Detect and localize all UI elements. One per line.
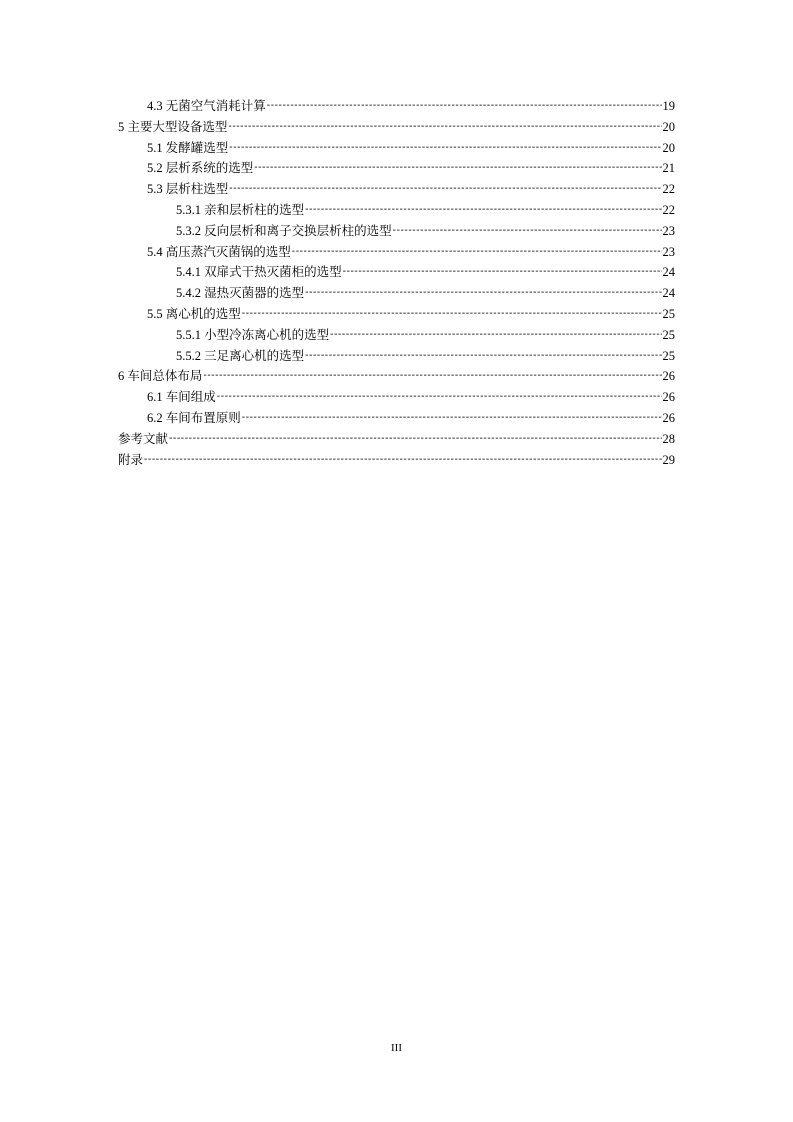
toc-entry-page: 28 <box>662 431 675 446</box>
toc-entry-page: 21 <box>662 161 675 176</box>
toc-entry-title: 5 主要大型设备选型 <box>118 119 228 134</box>
toc-entry-title: 5.5.1 小型冷冻离心机的选型 <box>176 327 330 342</box>
toc-entry-page: 22 <box>662 182 675 197</box>
toc-entry-title: 6.2 车间布置原则 <box>147 410 241 425</box>
toc-entry-page: 25 <box>662 306 675 321</box>
toc-entry-title: 附录 <box>118 452 144 467</box>
toc-entry-page: 25 <box>662 348 675 363</box>
toc-entry-page: 26 <box>662 410 675 425</box>
toc-entry[interactable] <box>118 325 675 346</box>
toc-leader-dashes <box>305 200 661 221</box>
toc-entry[interactable] <box>118 138 675 159</box>
toc-leader-dashes <box>229 179 661 200</box>
toc-leader-dashes <box>305 346 661 367</box>
toc-entry[interactable] <box>118 408 675 429</box>
toc-entry[interactable] <box>118 283 675 304</box>
toc-entry[interactable] <box>118 158 675 179</box>
page-number: III <box>391 1042 402 1054</box>
toc-leader-dashes <box>343 262 662 283</box>
toc-entry-page: 19 <box>662 99 675 113</box>
toc-leader-dashes <box>229 138 661 159</box>
toc-entry[interactable] <box>118 200 675 221</box>
toc-entry-title: 5.5 离心机的选型 <box>147 306 241 321</box>
toc-entry-page: 20 <box>662 119 675 134</box>
toc-entry-page: 23 <box>662 244 675 259</box>
toc-entry[interactable] <box>118 262 675 283</box>
toc-leader-dashes <box>203 366 661 387</box>
toc-entry-title: 5.3.1 亲和层析柱的选型 <box>176 202 305 217</box>
toc-entry-title: 5.1 发酵罐选型 <box>147 140 229 155</box>
toc-entry-page: 23 <box>662 223 675 238</box>
toc-entry-title: 6 车间总体布局 <box>118 369 203 384</box>
toc-entry-title: 参考文献 <box>118 431 169 446</box>
toc-leader-dashes <box>144 450 661 471</box>
toc-entry-page: 26 <box>662 369 675 384</box>
toc-entry[interactable] <box>118 179 675 200</box>
toc-entry[interactable] <box>118 387 675 408</box>
toc-entry[interactable] <box>118 117 675 138</box>
table-of-contents <box>118 96 675 470</box>
toc-entry[interactable] <box>118 346 675 367</box>
toc-entry[interactable] <box>118 304 675 325</box>
toc-leader-dashes <box>254 158 661 179</box>
toc-entry-title: 5.5.2 三足离心机的选型 <box>176 348 305 363</box>
toc-entry-page: 20 <box>662 140 675 155</box>
toc-entry-page: 25 <box>662 327 675 342</box>
toc-entry-title: 4.3 无菌空气消耗计算 <box>147 99 266 113</box>
toc-leader-dashes <box>267 96 662 117</box>
toc-entry[interactable] <box>118 221 675 242</box>
toc-leader-dashes <box>292 242 662 263</box>
toc-entry-title: 5.4 高压蒸汽灭菌锅的选型 <box>147 244 291 259</box>
toc-leader-dashes <box>393 221 662 242</box>
toc-entry-page: 22 <box>662 202 675 217</box>
toc-entry[interactable] <box>118 366 675 387</box>
toc-leader-dashes <box>330 325 661 346</box>
toc-entry-title: 6.1 车间组成 <box>147 390 216 405</box>
toc-leader-dashes <box>242 304 662 325</box>
toc-entry-title: 5.3.2 反向层析和离子交换层析柱的选型 <box>176 223 392 238</box>
toc-entry-title: 5.4.2 湿热灭菌器的选型 <box>176 286 305 301</box>
toc-entry-page: 24 <box>662 265 675 280</box>
toc-leader-dashes <box>242 408 662 429</box>
toc-entry[interactable] <box>118 96 675 117</box>
toc-leader-dashes <box>228 117 661 138</box>
toc-entry[interactable] <box>118 242 675 263</box>
toc-entry-title: 5.4.1 双扉式干热灭菌柜的选型 <box>176 265 342 280</box>
toc-entry-page: 24 <box>662 286 675 301</box>
toc-leader-dashes <box>169 429 661 450</box>
toc-entry-title: 5.2 层析系统的选型 <box>147 161 254 176</box>
toc-entry[interactable] <box>118 450 675 471</box>
toc-entry[interactable] <box>118 429 675 450</box>
toc-entry-title: 5.3 层析柱选型 <box>147 182 229 197</box>
toc-entry-page: 26 <box>662 390 675 405</box>
toc-entry-page: 29 <box>662 452 675 467</box>
toc-leader-dashes <box>305 283 661 304</box>
toc-leader-dashes <box>217 387 662 408</box>
